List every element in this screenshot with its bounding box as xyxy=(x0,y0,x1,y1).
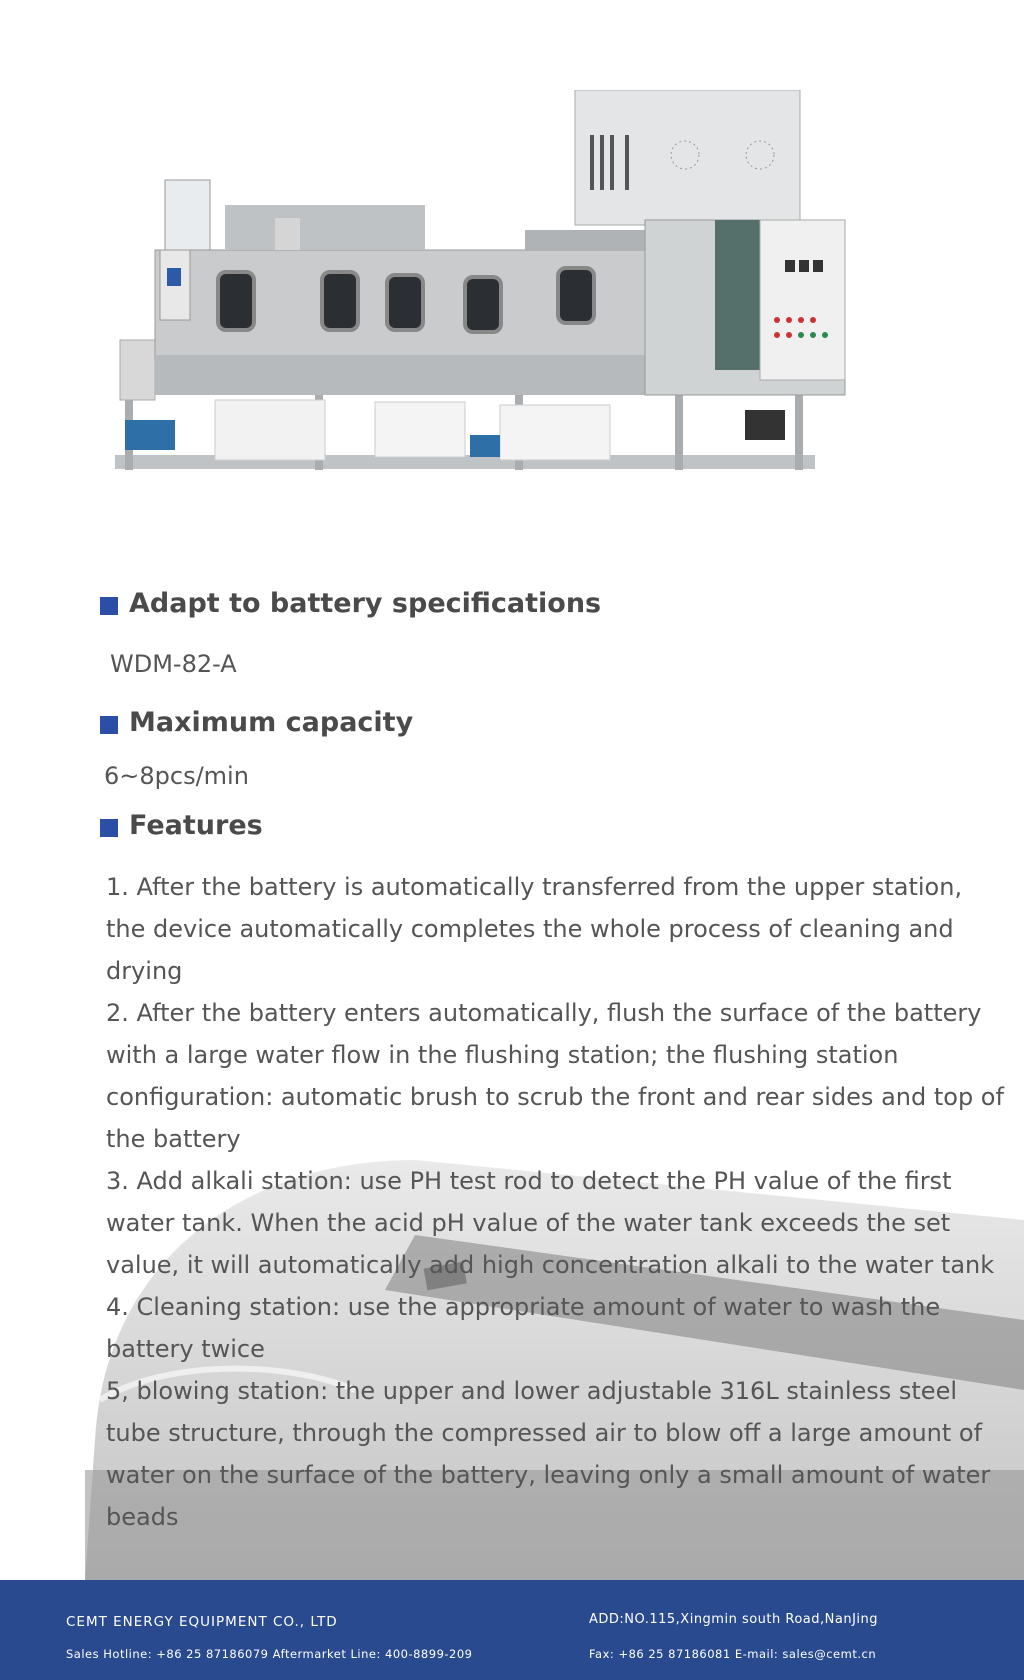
company-name: CEMT ENERGY EQUIPMENT CO., LTD xyxy=(66,1614,338,1630)
bullet-square-icon xyxy=(100,597,118,615)
feature-item: 1. After the battery is automatically transferred from the upper station, the device automatically completes the whole process of cleaning and drying xyxy=(106,873,963,985)
feature-item: 5, blowing station: the upper and lower adjustable 316L stainless steel tube structure, through the compressed air to blow off a large amount of water on the surface of the battery, leaving only a small amount of water beads xyxy=(106,1377,991,1531)
feature-item: 3. Add alkali station: use PH test rod to detect the PH value of the first water tank. When the acid pH value of the water tank exceeds the set value, it will automatically add high concentration alkali to the water tank xyxy=(106,1167,995,1279)
section-title: Maximum capacity xyxy=(129,707,414,738)
hotline-text: Sales Hotline: +86 25 87186079 Aftermarket Line: 400-8899-209 xyxy=(66,1647,473,1661)
section-heading-features xyxy=(100,810,263,841)
features-list xyxy=(106,866,1006,1538)
bullet-square-icon xyxy=(100,819,118,837)
product-image xyxy=(115,90,905,520)
capacity-value: 6~8pcs/min xyxy=(104,762,249,790)
footer xyxy=(0,1580,1024,1680)
feature-item: 2. After the battery enters automatically, flush the surface of the battery with a large water flow in the flushing station; the flushing station configuration: automatic brush to scrub the front and rear sides and top of the battery xyxy=(106,999,1004,1153)
section-title: Features xyxy=(129,810,263,841)
section-heading-capacity xyxy=(100,707,413,738)
contact-text: Fax: +86 25 87186081 E-mail: sales@cemt.cn xyxy=(589,1647,877,1661)
specification-value: WDM-82-A xyxy=(110,650,237,678)
feature-item: 4. Cleaning station: use the appropriate amount of water to wash the battery twice xyxy=(106,1293,941,1363)
section-title: Adapt to battery specifications xyxy=(129,588,602,619)
bullet-square-icon xyxy=(100,716,118,734)
section-heading-specifications xyxy=(100,588,601,619)
address-text: ADD:NO.115,Xingmin south Road,NanJing xyxy=(589,1612,879,1627)
